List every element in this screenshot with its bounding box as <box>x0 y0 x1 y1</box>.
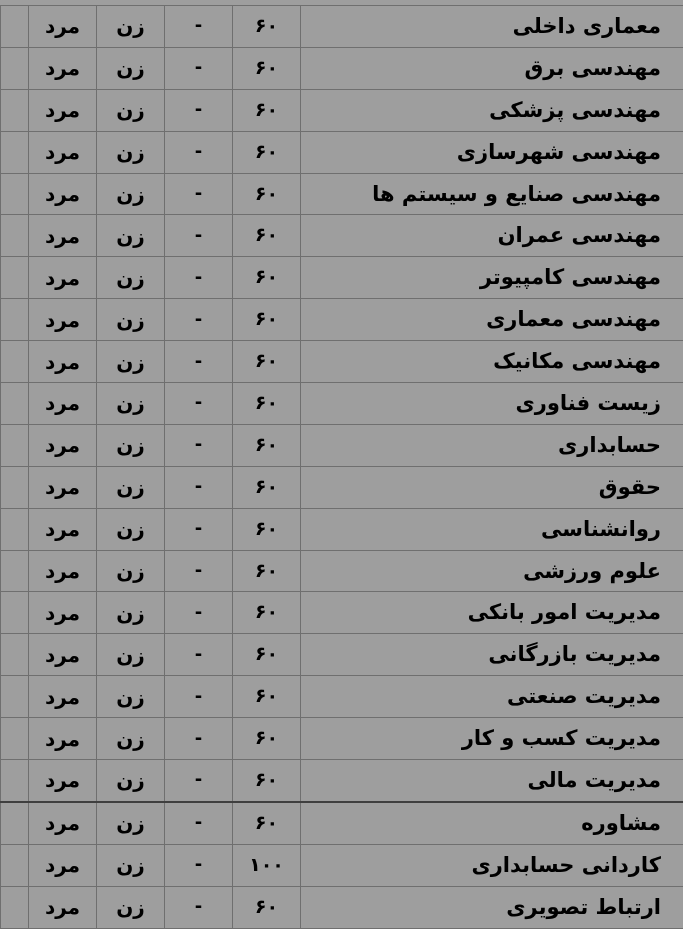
major-name: مدیریت بازرگانی <box>301 634 683 676</box>
capacity: ۶۰ <box>233 424 301 466</box>
dash: - <box>165 634 233 676</box>
empty-cell <box>1 466 29 508</box>
capacity: ۶۰ <box>233 173 301 215</box>
dash: - <box>165 550 233 592</box>
table-row <box>1 508 683 550</box>
empty-cell <box>1 131 29 173</box>
empty-cell <box>1 89 29 131</box>
gender-female: زن <box>97 886 165 928</box>
empty-cell <box>1 299 29 341</box>
gender-male: مرد <box>29 424 97 466</box>
gender-male: مرد <box>29 760 97 802</box>
table-row <box>1 760 683 802</box>
capacity: ۶۰ <box>233 47 301 89</box>
empty-cell <box>1 886 29 928</box>
dash: - <box>165 802 233 844</box>
gender-male: مرد <box>29 676 97 718</box>
major-name: حقوق <box>301 466 683 508</box>
gender-female: زن <box>97 550 165 592</box>
gender-male: مرد <box>29 257 97 299</box>
empty-cell <box>1 592 29 634</box>
empty-cell <box>1 550 29 592</box>
empty-cell <box>1 47 29 89</box>
table-row <box>1 718 683 760</box>
dash: - <box>165 341 233 383</box>
capacity: ۶۰ <box>233 676 301 718</box>
capacity: ۶۰ <box>233 466 301 508</box>
table-row <box>1 466 683 508</box>
gender-female: زن <box>97 173 165 215</box>
gender-female: زن <box>97 215 165 257</box>
capacity: ۶۰ <box>233 592 301 634</box>
gender-female: زن <box>97 508 165 550</box>
dash: - <box>165 173 233 215</box>
gender-male: مرد <box>29 718 97 760</box>
capacity: ۶۰ <box>233 760 301 802</box>
gender-female: زن <box>97 341 165 383</box>
major-name: مهندسی شهرسازی <box>301 131 683 173</box>
gender-male: مرد <box>29 47 97 89</box>
table-row <box>1 47 683 89</box>
empty-cell <box>1 424 29 466</box>
major-name: روانشناسی <box>301 508 683 550</box>
gender-female: زن <box>97 89 165 131</box>
dash: - <box>165 424 233 466</box>
dash: - <box>165 886 233 928</box>
dash: - <box>165 299 233 341</box>
major-name: مهندسی معماری <box>301 299 683 341</box>
majors-table <box>0 5 683 929</box>
capacity: ۶۰ <box>233 383 301 425</box>
gender-female: زن <box>97 592 165 634</box>
empty-cell <box>1 6 29 48</box>
empty-cell <box>1 257 29 299</box>
capacity: ۶۰ <box>233 802 301 844</box>
gender-female: زن <box>97 6 165 48</box>
empty-cell <box>1 508 29 550</box>
major-name: حسابداری <box>301 424 683 466</box>
table-row <box>1 424 683 466</box>
major-name: مشاوره <box>301 802 683 844</box>
gender-male: مرد <box>29 131 97 173</box>
empty-cell <box>1 718 29 760</box>
dash: - <box>165 592 233 634</box>
dash: - <box>165 47 233 89</box>
gender-female: زن <box>97 466 165 508</box>
capacity: ۶۰ <box>233 718 301 760</box>
dash: - <box>165 257 233 299</box>
gender-female: زن <box>97 802 165 844</box>
table-row <box>1 844 683 886</box>
dash: - <box>165 508 233 550</box>
empty-cell <box>1 383 29 425</box>
table-row <box>1 802 683 844</box>
gender-female: زن <box>97 634 165 676</box>
gender-male: مرد <box>29 886 97 928</box>
gender-male: مرد <box>29 508 97 550</box>
table-row <box>1 634 683 676</box>
majors-table-body <box>1 6 683 929</box>
major-name: ارتباط تصویری <box>301 886 683 928</box>
empty-cell <box>1 341 29 383</box>
gender-male: مرد <box>29 6 97 48</box>
capacity: ۶۰ <box>233 550 301 592</box>
major-name: مدیریت مالی <box>301 760 683 802</box>
dash: - <box>165 215 233 257</box>
table-row <box>1 592 683 634</box>
empty-cell <box>1 215 29 257</box>
gender-female: زن <box>97 47 165 89</box>
major-name: معماری داخلی <box>301 6 683 48</box>
dash: - <box>165 466 233 508</box>
table-row <box>1 676 683 718</box>
gender-female: زن <box>97 424 165 466</box>
dash: - <box>165 89 233 131</box>
dash: - <box>165 383 233 425</box>
capacity: ۶۰ <box>233 299 301 341</box>
capacity: ۶۰ <box>233 634 301 676</box>
dash: - <box>165 844 233 886</box>
table-row <box>1 383 683 425</box>
empty-cell <box>1 844 29 886</box>
capacity: ۶۰ <box>233 89 301 131</box>
capacity: ۶۰ <box>233 886 301 928</box>
gender-male: مرد <box>29 383 97 425</box>
dash: - <box>165 718 233 760</box>
dash: - <box>165 6 233 48</box>
table-row <box>1 89 683 131</box>
gender-male: مرد <box>29 592 97 634</box>
dash: - <box>165 131 233 173</box>
table-row <box>1 215 683 257</box>
empty-cell <box>1 760 29 802</box>
gender-female: زن <box>97 718 165 760</box>
major-name: مدیریت صنعتی <box>301 676 683 718</box>
major-name: علوم ورزشی <box>301 550 683 592</box>
capacity: ۱۰۰ <box>233 844 301 886</box>
capacity: ۶۰ <box>233 6 301 48</box>
gender-male: مرد <box>29 466 97 508</box>
major-name: مهندسی پزشکی <box>301 89 683 131</box>
major-name: مدیریت کسب و کار <box>301 718 683 760</box>
capacity: ۶۰ <box>233 257 301 299</box>
major-name: مهندسی صنایع و سیستم ها <box>301 173 683 215</box>
table-row <box>1 6 683 48</box>
major-name: مدیریت امور بانکی <box>301 592 683 634</box>
table-row <box>1 550 683 592</box>
empty-cell <box>1 676 29 718</box>
gender-male: مرد <box>29 802 97 844</box>
gender-female: زن <box>97 257 165 299</box>
table-row <box>1 886 683 928</box>
gender-male: مرد <box>29 89 97 131</box>
major-name: مهندسی برق <box>301 47 683 89</box>
major-name: مهندسی کامپیوتر <box>301 257 683 299</box>
gender-female: زن <box>97 299 165 341</box>
gender-female: زن <box>97 676 165 718</box>
capacity: ۶۰ <box>233 215 301 257</box>
major-name: مهندسی عمران <box>301 215 683 257</box>
major-name: مهندسی مکانیک <box>301 341 683 383</box>
table-row <box>1 341 683 383</box>
empty-cell <box>1 634 29 676</box>
gender-male: مرد <box>29 173 97 215</box>
gender-female: زن <box>97 760 165 802</box>
gender-male: مرد <box>29 215 97 257</box>
gender-female: زن <box>97 844 165 886</box>
dash: - <box>165 676 233 718</box>
gender-female: زن <box>97 383 165 425</box>
capacity: ۶۰ <box>233 341 301 383</box>
dash: - <box>165 760 233 802</box>
capacity: ۶۰ <box>233 508 301 550</box>
gender-male: مرد <box>29 844 97 886</box>
table-row <box>1 131 683 173</box>
gender-female: زن <box>97 131 165 173</box>
gender-male: مرد <box>29 550 97 592</box>
table-row <box>1 299 683 341</box>
major-name: کاردانی حسابداری <box>301 844 683 886</box>
capacity: ۶۰ <box>233 131 301 173</box>
gender-male: مرد <box>29 341 97 383</box>
table-row <box>1 257 683 299</box>
gender-male: مرد <box>29 299 97 341</box>
major-name: زیست فناوری <box>301 383 683 425</box>
empty-cell <box>1 802 29 844</box>
table-row <box>1 173 683 215</box>
empty-cell <box>1 173 29 215</box>
gender-male: مرد <box>29 634 97 676</box>
